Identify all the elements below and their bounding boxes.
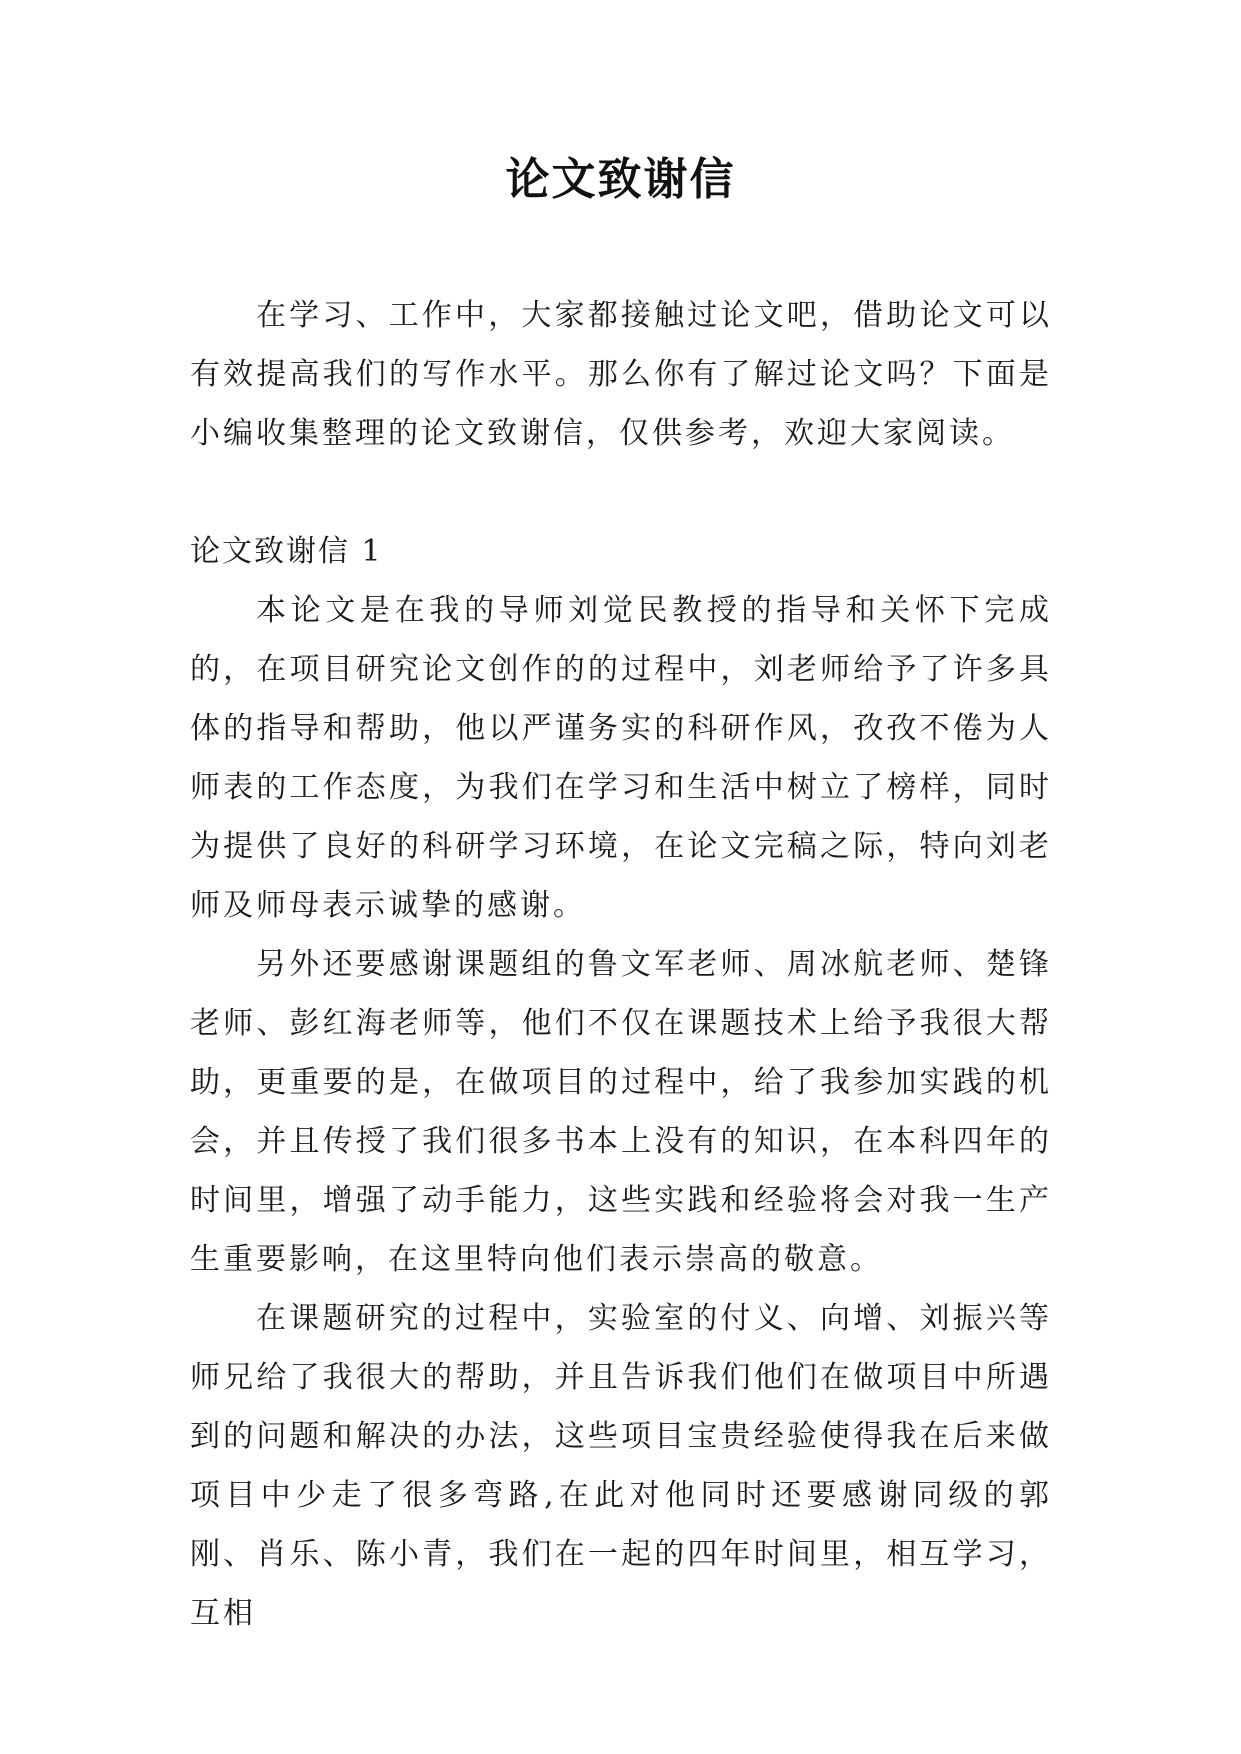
body-paragraph-1: 本论文是在我的导师刘觉民教授的指导和关怀下完成的，在项目研究论文创作的的过程中，刘老师给予了许多具体的指导和帮助，他以严谨务实的科研作风，孜孜不倦为人师表的工作态度，为我们在学习和生活中树立了榜样，同时为提供了良好的科研学习环境，在论文完稿之际，特向刘老师及师母表示诚挚的感谢。 <box>190 593 1052 923</box>
document-title: 论文致谢信 <box>505 154 736 205</box>
intro-paragraph: 在学习、工作中，大家都接触过论文吧，借助论文可以有效提高我们的写作水平。那么你有了解过论文吗？下面是小编收集整理的论文致谢信，仅供参考，欢迎大家阅读。 <box>190 298 1052 451</box>
document-body <box>190 286 1052 1643</box>
body-paragraph-2: 另外还要感谢课题组的鲁文军老师、周冰航老师、楚锋老师、彭红海老师等，他们不仅在课题技术上给予我很大帮助，更重要的是，在做项目的过程中，给了我参加实践的机会，并且传授了我们很多书本上没有的知识，在本科四年的时间里，增强了动手能力，这些实践和经验将会对我一生产生重要影响，在这里特向他们表示崇高的敬意。 <box>190 947 1052 1277</box>
section-heading: 论文致谢信 1 <box>190 534 383 569</box>
body-paragraph-3: 在课题研究的过程中，实验室的付义、向增、刘振兴等师兄给了我很大的帮助，并且告诉我们他们在做项目中所遇到的问题和解决的办法，这些项目宝贵经验使得我在后来做项目中少走了很多弯路,在此对他同时还要感谢同级的郭刚、肖乐、陈小青，我们在一起的四年时间里，相互学习，互相 <box>190 1301 1052 1631</box>
